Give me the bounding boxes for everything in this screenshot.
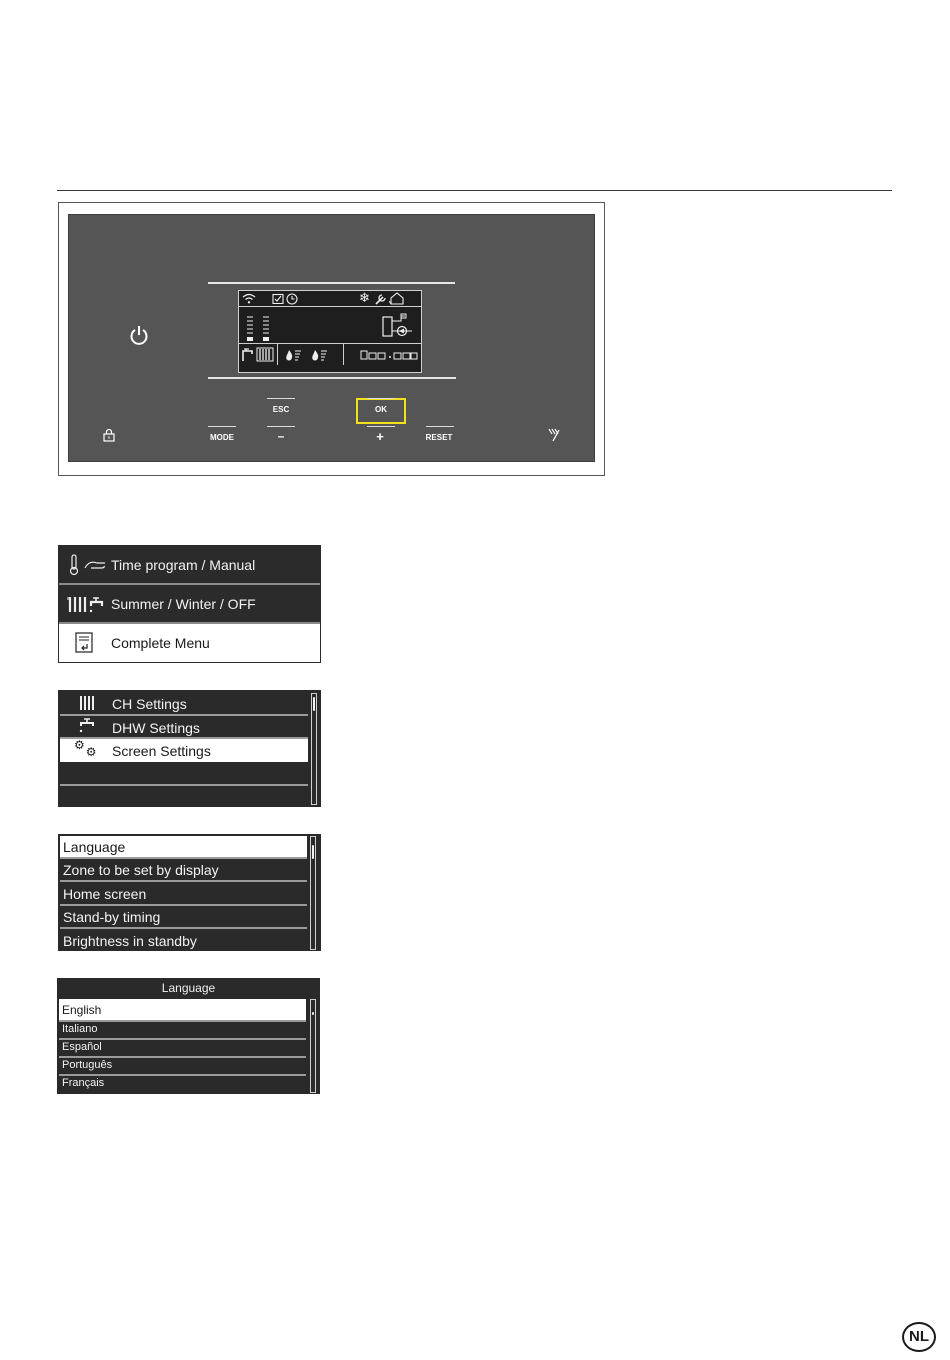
mode-button-bar — [208, 426, 236, 427]
list-item-portugues[interactable] — [59, 1058, 306, 1074]
list-item-home-screen[interactable] — [60, 882, 307, 904]
lcd-display — [238, 290, 422, 373]
wrench-icon — [375, 293, 387, 305]
esc-button[interactable]: ESC — [272, 405, 290, 414]
scrollbar-thumb[interactable] — [313, 697, 315, 711]
mode-button[interactable]: MODE — [210, 433, 234, 442]
menu-item-summer-winter[interactable] — [59, 585, 320, 622]
list-item-label: Stand-by timing — [63, 909, 161, 925]
list-item-zone[interactable] — [60, 859, 307, 880]
plus-button[interactable]: + — [376, 429, 384, 444]
scrollbar-thumb[interactable] — [312, 1012, 314, 1015]
gears-icon: ⚙⚙ — [74, 738, 97, 759]
language-screen — [57, 978, 320, 1094]
wifi-icon — [242, 293, 256, 304]
list-item-screen-settings[interactable] — [60, 739, 308, 762]
scrollbar[interactable] — [310, 836, 316, 950]
control-panel — [68, 214, 595, 462]
menu-item-time-program[interactable] — [59, 546, 320, 583]
list-item-label: Zone to be set by display — [63, 862, 219, 878]
lock-icon[interactable] — [102, 428, 116, 442]
lcd-separator — [277, 343, 278, 365]
screen-settings-screen — [58, 834, 321, 951]
lcd-separator — [343, 343, 344, 365]
main-menu-screen — [58, 545, 321, 663]
menu-item-label: Time program / Manual — [111, 557, 256, 573]
reset-button[interactable]: RESET — [425, 433, 453, 442]
radiator-tap-icon — [67, 594, 105, 614]
list-item-empty — [60, 764, 308, 784]
list-item-label: DHW Settings — [112, 720, 200, 736]
list-item-empty — [60, 786, 308, 806]
list-item-label: English — [62, 1003, 102, 1017]
menu-item-complete-menu[interactable] — [59, 624, 320, 662]
list-item-italiano[interactable] — [59, 1022, 306, 1038]
list-item-label: Italiano — [62, 1023, 98, 1035]
complete-menu-icon — [75, 632, 95, 654]
scrollbar-thumb[interactable] — [312, 845, 314, 859]
esc-button-bar — [267, 398, 295, 399]
house-icon — [389, 292, 405, 305]
list-item-label: Language — [63, 839, 126, 855]
list-item-brightness[interactable] — [60, 929, 307, 950]
list-item-label: Español — [62, 1041, 102, 1053]
lcd-separator — [239, 343, 421, 344]
menu-item-label: Complete Menu — [111, 635, 210, 651]
complete-menu-screen — [58, 690, 321, 807]
minus-button-bar — [267, 426, 295, 427]
list-item-language[interactable] — [60, 836, 307, 857]
list-item-english[interactable] — [59, 999, 306, 1020]
display-bottom-line — [208, 377, 456, 379]
boiler-icon — [381, 313, 417, 341]
lcd-separator — [239, 306, 421, 307]
plus-button-bar — [367, 426, 395, 427]
language-badge: NL — [902, 1322, 936, 1352]
list-item-label: CH Settings — [112, 696, 187, 712]
clock-icon — [286, 293, 298, 305]
snowflake-icon: ❄ — [359, 290, 370, 305]
scrollbar[interactable] — [311, 693, 317, 805]
power-icon[interactable] — [129, 325, 149, 347]
chimney-sweep-icon[interactable] — [547, 427, 561, 442]
display-top-line — [208, 282, 455, 284]
list-item-ch-settings[interactable] — [60, 692, 308, 714]
list-item-label: Português — [62, 1059, 113, 1071]
screen-title: Language — [161, 981, 216, 995]
list-item-label: Home screen — [63, 886, 147, 902]
scrollbar[interactable] — [310, 999, 316, 1093]
list-item-label: Screen Settings — [112, 743, 211, 759]
minus-button[interactable]: – — [277, 429, 285, 443]
list-item-label: Français — [62, 1077, 105, 1089]
flame-icon — [285, 348, 335, 362]
tap-radiator-icon — [242, 347, 275, 362]
calendar-icon — [272, 293, 284, 304]
reset-button-bar — [426, 426, 454, 427]
ok-button-bar — [367, 398, 395, 399]
list-item-espanol[interactable] — [59, 1040, 306, 1056]
list-item-standby-timing[interactable] — [60, 906, 307, 927]
list-item-francais[interactable] — [59, 1076, 306, 1092]
level-bars-icon — [246, 315, 276, 343]
segment-readout-icon — [360, 350, 418, 360]
tap-icon — [78, 716, 96, 734]
menu-item-label: Summer / Winter / OFF — [111, 596, 256, 612]
thermometer-hand-icon — [67, 554, 109, 576]
list-item-label: Brightness in standby — [63, 933, 197, 949]
list-item-dhw-settings[interactable] — [60, 716, 308, 737]
radiator-icon — [78, 694, 96, 711]
header-rule — [57, 190, 892, 191]
ok-button[interactable]: OK — [375, 405, 387, 414]
